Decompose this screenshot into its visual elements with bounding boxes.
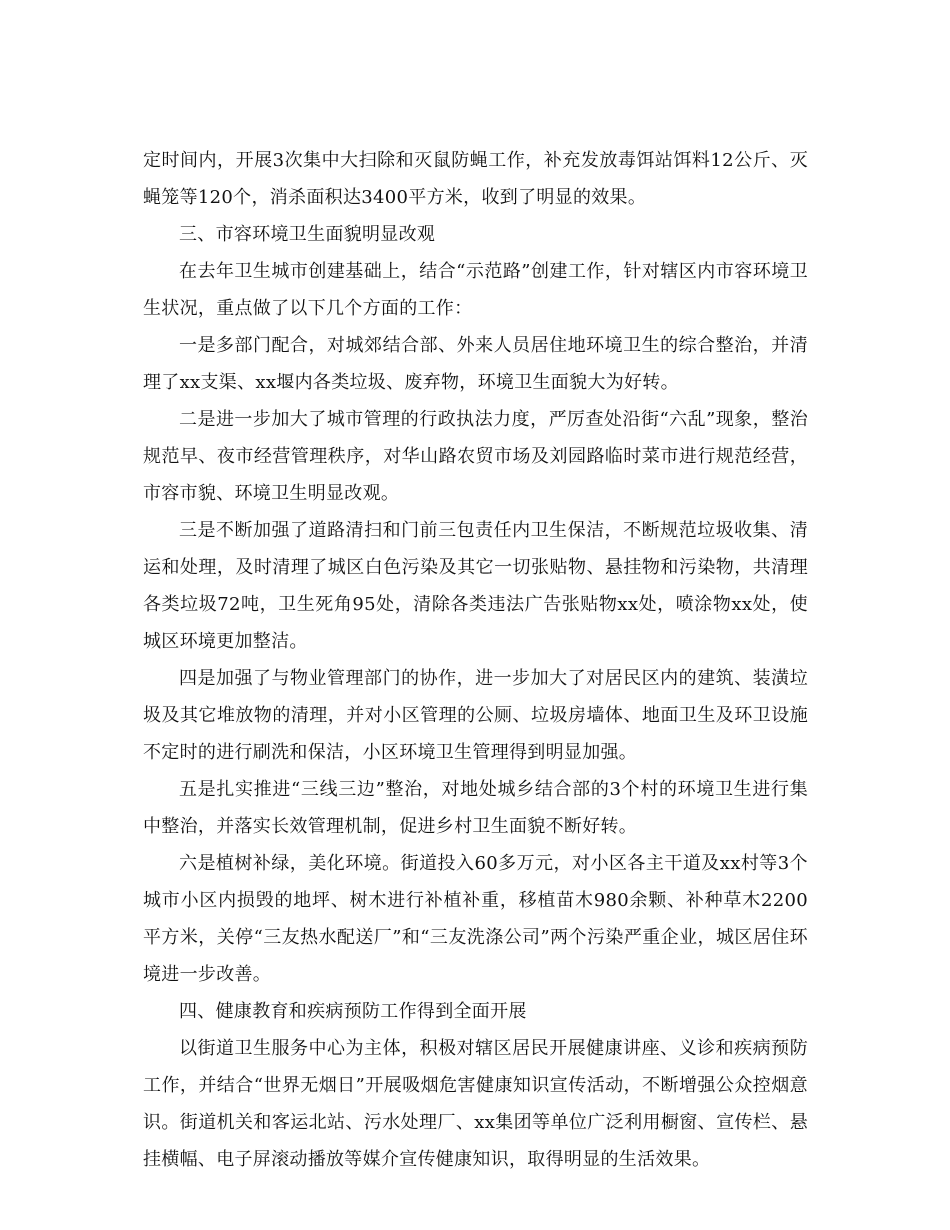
paragraph-intro: 在去年卫生城市创建基础上，结合“示范路”创建工作，针对辖区内市容环境卫生状况，重点做了以下几个方面的工作： [143,261,808,319]
paragraph-item-2: 二是进一步加大了城市管理的行政执法力度，严厉查处沿街“六乱”现象，整治规范早、夜市经营管理秩序，对华山路农贸市场及刘园路临时菜市进行规范经营，市容市貌、环境卫生明显改观。 [143,409,808,504]
section-heading-3: 三、市容环境卫生面貌明显改观 [179,224,436,245]
document-body [143,142,808,1178]
paragraph-continuation: 定时间内，开展3次集中大扫除和灭鼠防蝇工作，补充发放毒饵站饵料12公斤、灭蝇笼等120个，消杀面积达3400平方米，收到了明显的效果。 [143,150,808,208]
paragraph-item-6: 六是植树补绿，美化环境。街道投入60多万元，对小区各主干道及xx村等3个城市小区内损毁的地坪、树木进行补植补重，移植苗木980余颗、补种草木2200平方米，关停“三友热水配送厂”和“三友洗涤公司”两个污染严重企业，城区居住环境进一步改善。 [143,853,808,985]
paragraph-item-4: 四是加强了与物业管理部门的协作，进一步加大了对居民区内的建筑、装潢垃圾及其它堆放物的清理，并对小区管理的公厕、垃圾房墙体、地面卫生及环卫设施不定时的进行刷洗和保洁，小区环境卫生管理得到明显加强。 [143,668,808,763]
paragraph-item-5: 五是扎实推进“三线三边”整治，对地处城乡结合部的3个村的环境卫生进行集中整治，并落实长效管理机制，促进乡村卫生面貌不断好转。 [143,779,808,837]
paragraph-item-1: 一是多部门配合，对城郊结合部、外来人员居住地环境卫生的综合整治，并清理了xx支渠、xx堰内各类垃圾、废弃物，环境卫生面貌大为好转。 [143,335,808,393]
section-heading-4: 四、健康教育和疾病预防工作得到全面开展 [179,1001,527,1022]
paragraph-health: 以街道卫生服务中心为主体，积极对辖区居民开展健康讲座、义诊和疾病预防工作，并结合“世界无烟日”开展吸烟危害健康知识宣传活动，不断增强公众控烟意识。街道机关和客运北站、污水处理厂、xx集团等单位广泛利用橱窗、宣传栏、悬挂横幅、电子屏滚动播放等媒介宣传健康知识，取得明显的生活效果。 [143,1038,808,1170]
paragraph-item-3: 三是不断加强了道路清扫和门前三包责任内卫生保洁，不断规范垃圾收集、清运和处理，及时清理了城区白色污染及其它一切张贴物、悬挂物和污染物，共清理各类垃圾72吨，卫生死角95处，清除各类违法广告张贴物xx处，喷涂物xx处，使城区环境更加整洁。 [143,520,808,652]
